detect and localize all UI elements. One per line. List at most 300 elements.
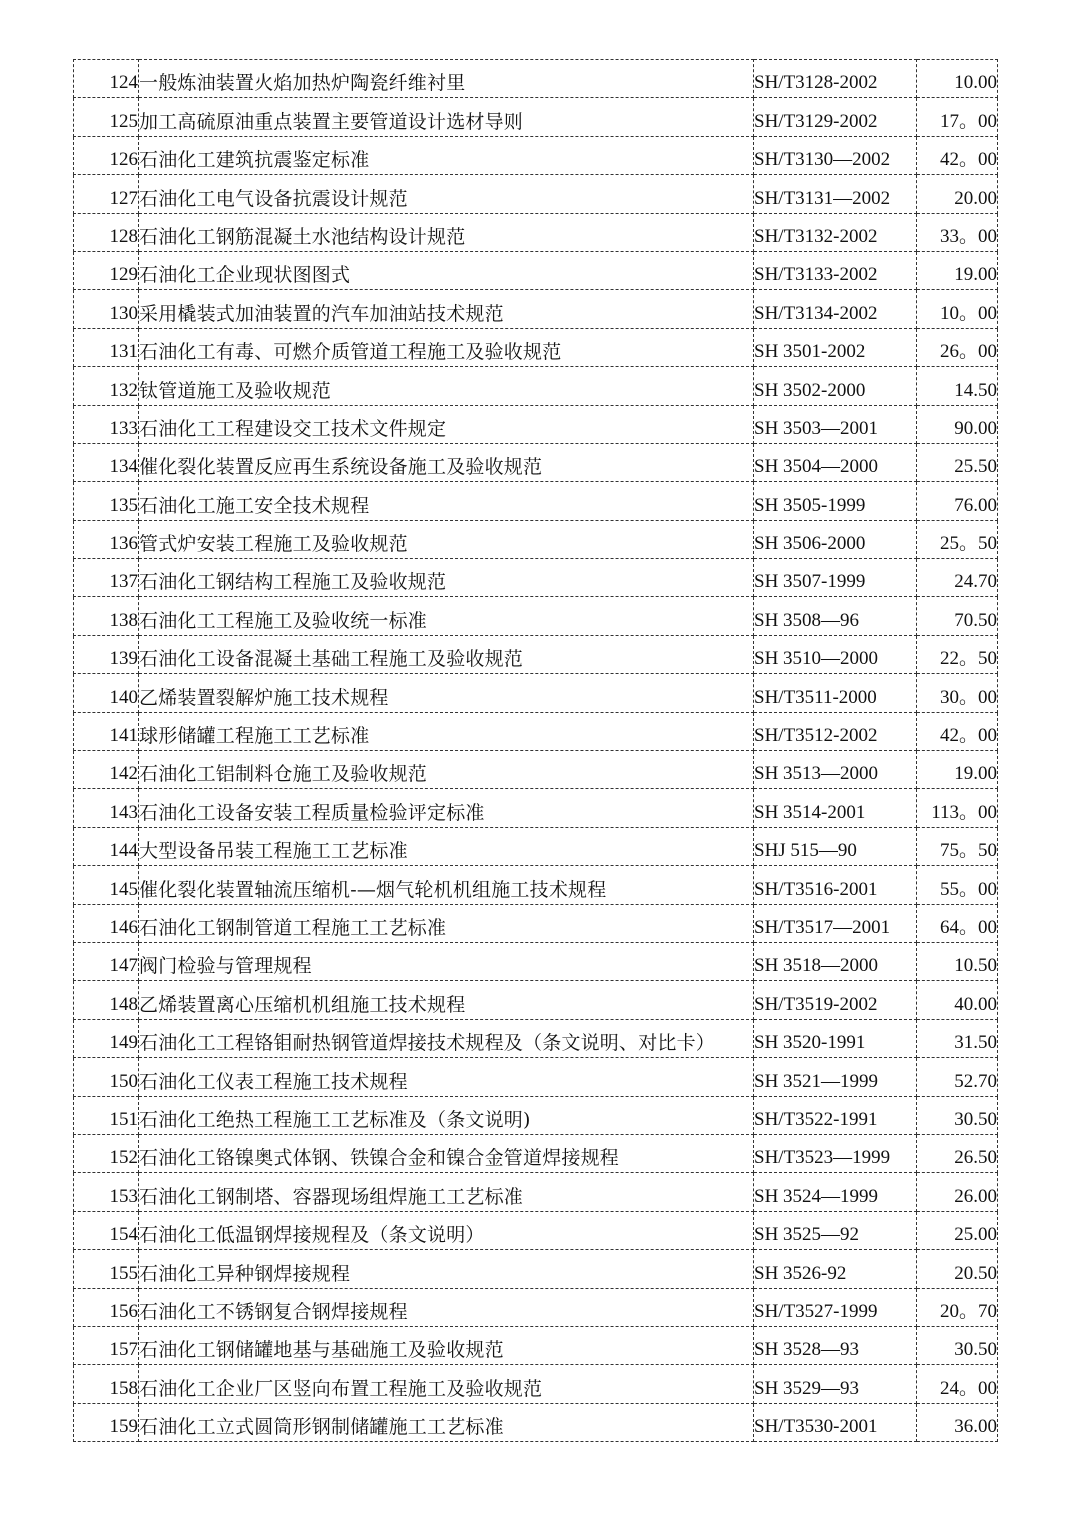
standard-code-cell — [754, 981, 917, 1019]
standard-code: SH 3506-2000 — [754, 533, 866, 555]
standard-price: 26.00 — [954, 1185, 997, 1207]
standard-title-cell — [139, 674, 754, 712]
standard-code: SH 3524—1999 — [754, 1185, 879, 1207]
standards-table-body — [74, 60, 998, 1442]
standard-title-cell — [139, 789, 754, 827]
row-number-cell — [74, 674, 139, 712]
standard-price: 30.50 — [954, 1108, 997, 1130]
standard-price-cell — [917, 597, 998, 635]
standard-title: 石油化工立式圆筒形钢制储罐施工工艺标准 — [139, 1416, 504, 1439]
standard-price: 30。00 — [939, 686, 997, 708]
row-number-cell — [74, 712, 139, 750]
standard-code: SH/T3128-2002 — [754, 72, 878, 94]
standard-title: 催化裂化装置反应再生系统设备施工及验收规范 — [139, 456, 543, 479]
standard-title: 石油化工绝热工程施工工艺标准及（条文说明) — [139, 1108, 531, 1131]
standard-title-cell — [139, 1058, 754, 1096]
row-number-cell — [74, 328, 139, 366]
standard-price: 10。00 — [939, 302, 997, 324]
standard-code-cell — [754, 443, 917, 481]
row-number-cell — [74, 482, 139, 520]
standard-code: SH 3513—2000 — [754, 763, 879, 785]
standard-title: 一般炼油装置火焰加热炉陶瓷纤维衬里 — [139, 72, 466, 95]
row-number: 149 — [109, 1032, 138, 1054]
standard-code: SH 3510—2000 — [754, 648, 879, 670]
standard-price-cell — [917, 520, 998, 558]
row-number: 157 — [109, 1339, 138, 1361]
standard-title: 石油化工电气设备抗震设计规范 — [139, 187, 408, 210]
table-row — [74, 328, 998, 366]
standard-code-cell — [754, 559, 917, 597]
standard-price: 55。00 — [939, 878, 997, 900]
row-number: 139 — [109, 648, 138, 670]
standard-title-cell — [139, 367, 754, 405]
standard-code: SH/T3523—1999 — [754, 1147, 891, 1169]
standard-price-cell — [917, 981, 998, 1019]
standard-code: SH/T3134-2002 — [754, 302, 878, 324]
standard-price: 20.00 — [954, 187, 997, 209]
standard-code: SH/T3133-2002 — [754, 264, 878, 286]
table-row — [74, 367, 998, 405]
standard-price-cell — [917, 1365, 998, 1403]
standard-code: SH 3520-1991 — [754, 1032, 866, 1054]
table-row — [74, 981, 998, 1019]
table-row — [74, 827, 998, 865]
standard-title-cell — [139, 405, 754, 443]
standard-price-cell — [917, 1211, 998, 1249]
row-number-cell — [74, 1250, 139, 1288]
row-number-cell — [74, 1211, 139, 1249]
standard-price-cell — [917, 60, 998, 98]
row-number: 147 — [109, 955, 138, 977]
standard-code-cell — [754, 1288, 917, 1326]
standard-price: 25.50 — [954, 456, 997, 478]
standard-price-cell — [917, 213, 998, 251]
standard-title-cell — [139, 827, 754, 865]
standard-code-cell — [754, 674, 917, 712]
standard-price-cell — [917, 1058, 998, 1096]
standard-title-cell — [139, 136, 754, 174]
table-row — [74, 290, 998, 328]
standard-price: 33。00 — [939, 225, 997, 247]
standard-title-cell — [139, 559, 754, 597]
standard-price: 24。00 — [939, 1377, 997, 1399]
row-number-cell — [74, 1365, 139, 1403]
table-row — [74, 98, 998, 136]
table-row — [74, 213, 998, 251]
standard-code-cell — [754, 290, 917, 328]
standard-title: 石油化工钢制管道工程施工工艺标准 — [139, 916, 447, 939]
standard-code: SH 3521—1999 — [754, 1070, 879, 1092]
standard-code-cell — [754, 942, 917, 980]
standard-code-cell — [754, 251, 917, 289]
table-row — [74, 175, 998, 213]
standard-price-cell — [917, 1403, 998, 1441]
standard-price: 42。00 — [939, 149, 997, 171]
row-number: 141 — [109, 725, 138, 747]
standard-price-cell — [917, 443, 998, 481]
standard-price-cell — [917, 1096, 998, 1134]
table-row — [74, 1058, 998, 1096]
standard-code-cell — [754, 866, 917, 904]
standard-title: 球形储罐工程施工工艺标准 — [139, 725, 370, 748]
standard-price-cell — [917, 482, 998, 520]
row-number-cell — [74, 1173, 139, 1211]
row-number-cell — [74, 981, 139, 1019]
row-number: 135 — [109, 494, 138, 516]
standard-title: 石油化工企业现状图图式 — [139, 264, 351, 287]
standard-price: 17。00 — [939, 110, 997, 132]
standard-code-cell — [754, 520, 917, 558]
standard-title: 石油化工建筑抗震鉴定标准 — [139, 149, 370, 172]
standard-price-cell — [917, 136, 998, 174]
standard-code-cell — [754, 482, 917, 520]
table-row — [74, 597, 998, 635]
standard-price: 70.50 — [954, 609, 997, 631]
standard-price: 22。50 — [939, 648, 997, 670]
standard-price: 19.00 — [954, 763, 997, 785]
standard-title-cell — [139, 520, 754, 558]
row-number: 146 — [109, 916, 138, 938]
standard-title-cell — [139, 1096, 754, 1134]
standard-price: 75。50 — [939, 840, 997, 862]
standard-price-cell — [917, 1250, 998, 1288]
row-number: 144 — [109, 840, 138, 862]
standard-code-cell — [754, 1326, 917, 1364]
table-row — [74, 1250, 998, 1288]
table-row — [74, 1096, 998, 1134]
standard-price: 30.50 — [954, 1339, 997, 1361]
standard-code-cell — [754, 827, 917, 865]
standard-title: 管式炉安装工程施工及验收规范 — [139, 533, 408, 556]
standard-price-cell — [917, 866, 998, 904]
table-row — [74, 1211, 998, 1249]
row-number: 140 — [109, 686, 138, 708]
standard-title-cell — [139, 60, 754, 98]
standard-code: SHJ 515—90 — [754, 840, 857, 862]
standard-code: SH 3508—96 — [754, 609, 860, 631]
table-row — [74, 904, 998, 942]
row-number: 152 — [109, 1147, 138, 1169]
standard-title-cell — [139, 443, 754, 481]
table-row — [74, 1326, 998, 1364]
row-number: 127 — [109, 187, 138, 209]
standard-price-cell — [917, 175, 998, 213]
standard-price-cell — [917, 98, 998, 136]
standard-title: 乙烯装置离心压缩机机组施工技术规程 — [139, 993, 466, 1016]
standard-title-cell — [139, 1288, 754, 1326]
standard-title: 阀门检验与管理规程 — [139, 955, 312, 978]
standard-title-cell — [139, 866, 754, 904]
standard-title-cell — [139, 482, 754, 520]
standard-price: 36.00 — [954, 1416, 997, 1438]
standard-title: 采用橇装式加油装置的汽车加油站技术规范 — [139, 302, 504, 325]
standard-price: 25。50 — [939, 533, 997, 555]
row-number-cell — [74, 520, 139, 558]
table-row — [74, 559, 998, 597]
standard-price: 90.00 — [954, 417, 997, 439]
standard-title: 石油化工钢制塔、容器现场组焊施工工艺标准 — [139, 1185, 524, 1208]
standard-price: 26。00 — [939, 341, 997, 363]
standard-code-cell — [754, 904, 917, 942]
standard-price-cell — [917, 328, 998, 366]
row-number-cell — [74, 1019, 139, 1057]
standard-title-cell — [139, 1250, 754, 1288]
row-number: 129 — [109, 264, 138, 286]
standard-title-cell — [139, 1326, 754, 1364]
standard-title-cell — [139, 942, 754, 980]
table-row — [74, 405, 998, 443]
table-row — [74, 1134, 998, 1172]
standard-code: SH 3504—2000 — [754, 456, 879, 478]
standard-price: 42。00 — [939, 725, 997, 747]
row-number-cell — [74, 251, 139, 289]
row-number-cell — [74, 1096, 139, 1134]
standard-price-cell — [917, 1326, 998, 1364]
row-number-cell — [74, 98, 139, 136]
standard-code-cell — [754, 1134, 917, 1172]
standard-code: SH/T3132-2002 — [754, 225, 878, 247]
row-number-cell — [74, 136, 139, 174]
row-number-cell — [74, 405, 139, 443]
standard-title: 石油化工钢储罐地基与基础施工及验收规范 — [139, 1339, 504, 1362]
standard-price-cell — [917, 367, 998, 405]
standard-title: 石油化工不锈钢复合钢焊接规程 — [139, 1300, 408, 1323]
table-row — [74, 443, 998, 481]
row-number-cell — [74, 751, 139, 789]
standard-code: SH 3514-2001 — [754, 801, 866, 823]
standard-code-cell — [754, 1403, 917, 1441]
standard-title: 大型设备吊装工程施工工艺标准 — [139, 840, 408, 863]
standard-price-cell — [917, 1019, 998, 1057]
standard-code: SH 3529—93 — [754, 1377, 860, 1399]
row-number-cell — [74, 213, 139, 251]
standard-title: 石油化工企业厂区竖向布置工程施工及验收规范 — [139, 1377, 543, 1400]
standard-code-cell — [754, 328, 917, 366]
standard-price: 19.00 — [954, 264, 997, 286]
standard-title-cell — [139, 1211, 754, 1249]
row-number: 128 — [109, 225, 138, 247]
standard-title: 石油化工施工安全技术规程 — [139, 494, 370, 517]
row-number: 145 — [109, 878, 138, 900]
standard-price-cell — [917, 559, 998, 597]
standard-title: 乙烯装置裂解炉施工技术规程 — [139, 686, 389, 709]
standard-title-cell — [139, 1019, 754, 1057]
table-row — [74, 789, 998, 827]
standard-code: SH/T3527-1999 — [754, 1300, 878, 1322]
standard-code-cell — [754, 1211, 917, 1249]
table-row — [74, 136, 998, 174]
row-number: 156 — [109, 1300, 138, 1322]
row-number-cell — [74, 1058, 139, 1096]
row-number: 143 — [109, 801, 138, 823]
standard-code-cell — [754, 98, 917, 136]
standard-code: SH/T3129-2002 — [754, 110, 878, 132]
standard-price: 76.00 — [954, 494, 997, 516]
standard-title: 石油化工有毒、可燃介质管道工程施工及验收规范 — [139, 341, 562, 364]
row-number-cell — [74, 1288, 139, 1326]
standard-code-cell — [754, 1058, 917, 1096]
standard-code-cell — [754, 1096, 917, 1134]
standard-title: 石油化工工程铬钼耐热钢管道焊接技术规程及（条文说明、对比卡） — [139, 1032, 716, 1055]
standard-price-cell — [917, 1288, 998, 1326]
standard-price-cell — [917, 674, 998, 712]
standard-code: SH/T3511-2000 — [754, 686, 877, 708]
row-number: 137 — [109, 571, 138, 593]
standard-title-cell — [139, 597, 754, 635]
standard-code-cell — [754, 1173, 917, 1211]
table-row — [74, 674, 998, 712]
row-number-cell — [74, 1403, 139, 1441]
row-number: 153 — [109, 1185, 138, 1207]
standard-title: 石油化工设备安装工程质量检验评定标准 — [139, 801, 485, 824]
row-number: 150 — [109, 1070, 138, 1092]
standard-title: 石油化工铬镍奥式体钢、铁镍合金和镍合金管道焊接规程 — [139, 1147, 620, 1170]
row-number-cell — [74, 827, 139, 865]
standard-code: SH 3503—2001 — [754, 417, 879, 439]
standard-price-cell — [917, 290, 998, 328]
standard-title-cell — [139, 981, 754, 1019]
row-number-cell — [74, 60, 139, 98]
standard-title: 石油化工仪表工程施工技术规程 — [139, 1070, 408, 1093]
standard-code-cell — [754, 751, 917, 789]
row-number-cell — [74, 1326, 139, 1364]
row-number: 138 — [109, 609, 138, 631]
row-number-cell — [74, 942, 139, 980]
row-number-cell — [74, 597, 139, 635]
row-number: 136 — [109, 533, 138, 555]
standard-title: 石油化工铝制料仓施工及验收规范 — [139, 763, 428, 786]
standard-price-cell — [917, 405, 998, 443]
table-row — [74, 635, 998, 673]
standard-price-cell — [917, 712, 998, 750]
table-row — [74, 1403, 998, 1441]
standard-title: 石油化工异种钢焊接规程 — [139, 1262, 351, 1285]
standard-title-cell — [139, 175, 754, 213]
row-number-cell — [74, 866, 139, 904]
row-number: 133 — [109, 417, 138, 439]
table-row — [74, 751, 998, 789]
table-row — [74, 1173, 998, 1211]
row-number-cell — [74, 367, 139, 405]
standard-price: 64。00 — [939, 916, 997, 938]
standard-code: SH 3518—2000 — [754, 955, 879, 977]
standard-price-cell — [917, 635, 998, 673]
standard-code: SH 3525—92 — [754, 1224, 860, 1246]
standard-code: SH 3501-2002 — [754, 341, 866, 363]
standard-price: 26.50 — [954, 1147, 997, 1169]
standard-code: SH 3505-1999 — [754, 494, 866, 516]
standard-title: 石油化工设备混凝土基础工程施工及验收规范 — [139, 648, 524, 671]
row-number: 159 — [109, 1416, 138, 1438]
table-row — [74, 866, 998, 904]
standard-price-cell — [917, 1173, 998, 1211]
standard-code-cell — [754, 1250, 917, 1288]
standard-code: SH 3502-2000 — [754, 379, 866, 401]
standard-title: 石油化工低温钢焊接规程及（条文说明） — [139, 1224, 485, 1247]
standard-title: 加工高硫原油重点装置主要管道设计选材导则 — [139, 110, 524, 133]
standard-code-cell — [754, 789, 917, 827]
row-number: 131 — [109, 341, 138, 363]
standard-price: 52.70 — [954, 1070, 997, 1092]
standard-code-cell — [754, 60, 917, 98]
standard-code: SH 3528—93 — [754, 1339, 860, 1361]
standard-code: SH/T3530-2001 — [754, 1416, 878, 1438]
standard-code-cell — [754, 1019, 917, 1057]
row-number: 125 — [109, 110, 138, 132]
row-number-cell — [74, 559, 139, 597]
row-number: 158 — [109, 1377, 138, 1399]
row-number-cell — [74, 290, 139, 328]
standard-title-cell — [139, 904, 754, 942]
row-number-cell — [74, 443, 139, 481]
standard-price-cell — [917, 904, 998, 942]
standard-title: 石油化工钢筋混凝土水池结构设计规范 — [139, 225, 466, 248]
standard-price: 10.50 — [954, 955, 997, 977]
standard-code: SH 3507-1999 — [754, 571, 866, 593]
standard-code-cell — [754, 712, 917, 750]
standard-code-cell — [754, 136, 917, 174]
standard-price: 10.00 — [954, 72, 997, 94]
standard-price: 40.00 — [954, 993, 997, 1015]
standard-code: SH/T3130—2002 — [754, 149, 891, 171]
standard-price-cell — [917, 1134, 998, 1172]
standard-title: 石油化工钢结构工程施工及验收规范 — [139, 571, 447, 594]
standard-price: 25.00 — [954, 1224, 997, 1246]
standard-price: 20.50 — [954, 1262, 997, 1284]
table-row — [74, 942, 998, 980]
standard-code-cell — [754, 175, 917, 213]
standard-price-cell — [917, 751, 998, 789]
standard-code-cell — [754, 367, 917, 405]
standard-code: SH/T3512-2002 — [754, 725, 878, 747]
row-number: 126 — [109, 149, 138, 171]
standard-price-cell — [917, 827, 998, 865]
standard-title: 石油化工工程建设交工技术文件规定 — [139, 417, 447, 440]
standard-price: 113。00 — [931, 801, 997, 823]
table-row — [74, 712, 998, 750]
table-row — [74, 1365, 998, 1403]
standard-title-cell — [139, 751, 754, 789]
standard-code: SH/T3131—2002 — [754, 187, 891, 209]
standard-code: SH/T3519-2002 — [754, 993, 878, 1015]
row-number: 130 — [109, 302, 138, 324]
standard-title-cell — [139, 213, 754, 251]
standard-code: SH/T3516-2001 — [754, 878, 878, 900]
standard-title-cell — [139, 98, 754, 136]
row-number-cell — [74, 904, 139, 942]
row-number: 151 — [109, 1108, 138, 1130]
standard-title-cell — [139, 251, 754, 289]
row-number: 148 — [109, 993, 138, 1015]
standard-title-cell — [139, 290, 754, 328]
row-number: 142 — [109, 763, 138, 785]
table-row — [74, 60, 998, 98]
table-row — [74, 251, 998, 289]
standard-code: SH/T3522-1991 — [754, 1108, 878, 1130]
standard-price-cell — [917, 942, 998, 980]
standard-code-cell — [754, 597, 917, 635]
standard-price: 20。70 — [939, 1300, 997, 1322]
standard-code-cell — [754, 213, 917, 251]
standard-title-cell — [139, 1403, 754, 1441]
standard-price: 14.50 — [954, 379, 997, 401]
row-number: 155 — [109, 1262, 138, 1284]
row-number-cell — [74, 789, 139, 827]
standard-title-cell — [139, 1173, 754, 1211]
table-row — [74, 520, 998, 558]
standard-title-cell — [139, 635, 754, 673]
standard-price-cell — [917, 789, 998, 827]
